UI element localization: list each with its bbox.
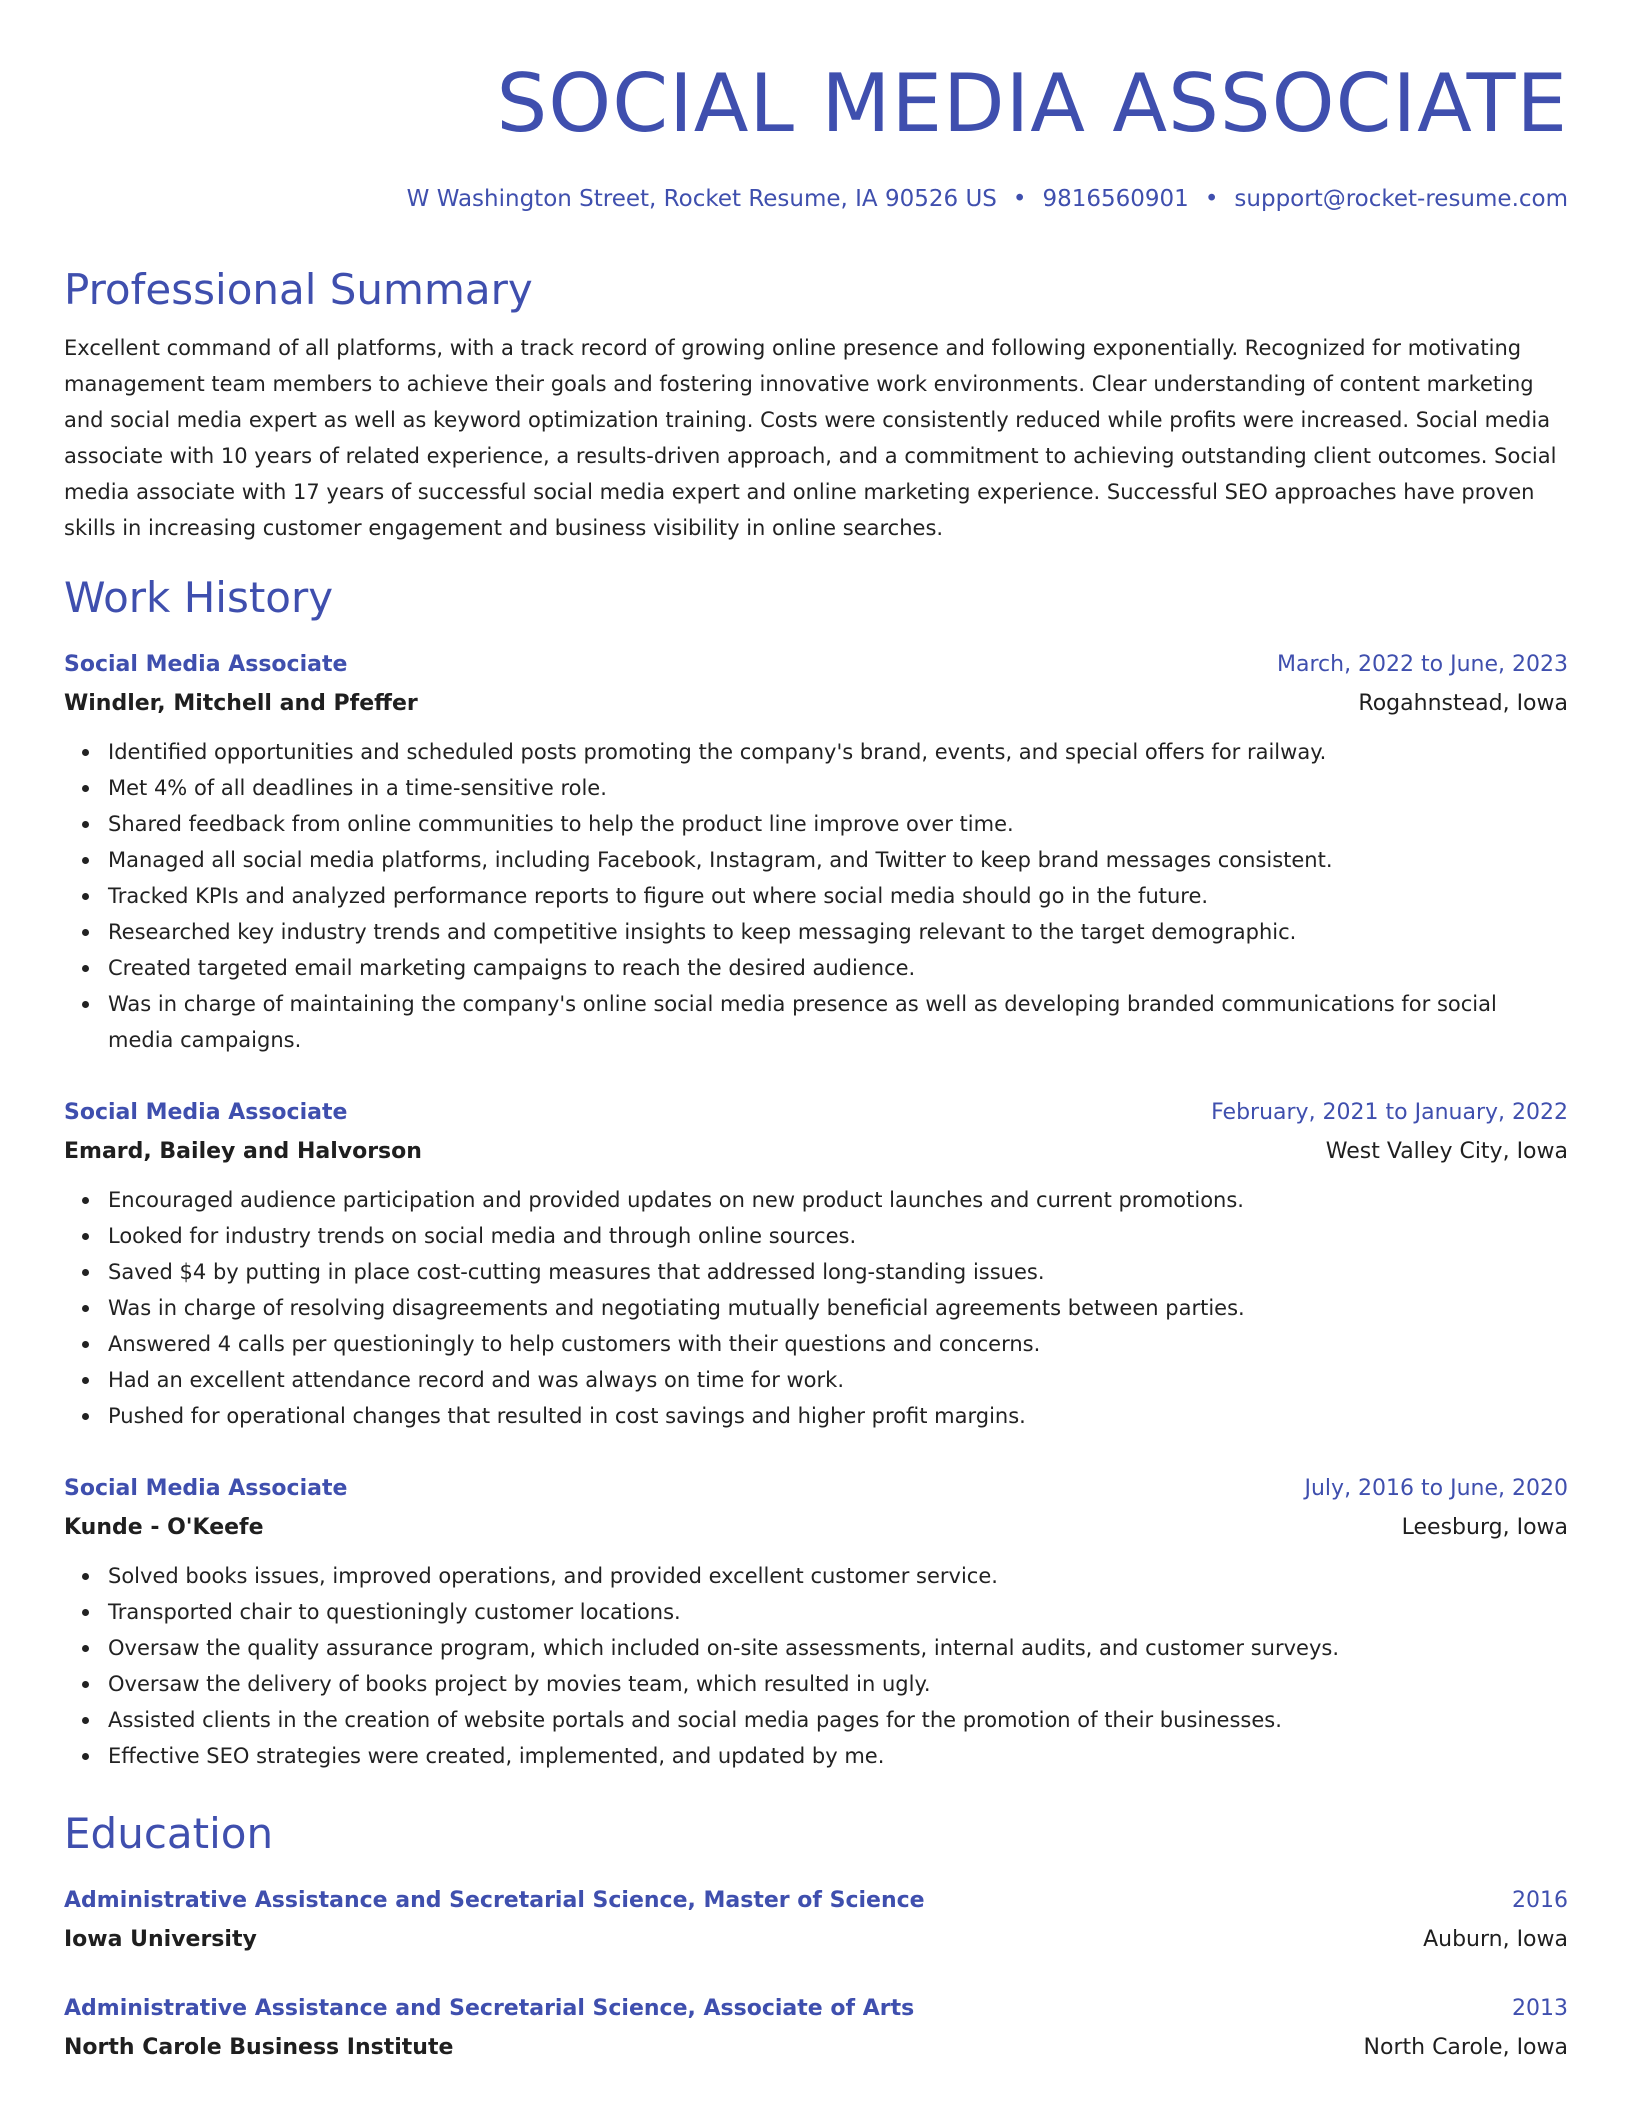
job-bullet-text: Created targeted email marketing campaigns to reach the desired audience. xyxy=(108,956,916,980)
job-location: Leesburg, Iowa xyxy=(1401,1515,1568,1540)
job-bullet-text: Effective SEO strategies were created, implemented, and updated by me. xyxy=(108,1744,885,1768)
job-bullet-text: Had an excellent attendance record and was always on time for work. xyxy=(108,1368,845,1392)
job-bullet xyxy=(108,986,1568,1058)
job-entry xyxy=(64,646,1568,1058)
bullet-icon xyxy=(82,1341,89,1348)
job-bullet xyxy=(108,842,1568,878)
job-bullet-text: Transported chair to questioningly customer locations. xyxy=(108,1600,681,1624)
job-bullet xyxy=(108,1398,1568,1434)
job-bullet xyxy=(108,1362,1568,1398)
resume-title: SOCIAL MEDIA ASSOCIATE xyxy=(496,57,1568,150)
bullet-icon xyxy=(82,1681,89,1688)
job-bullet xyxy=(108,1182,1568,1218)
job-bullet-text: Oversaw the quality assurance program, which included on-site assessments, internal audits, and customer surveys. xyxy=(108,1636,1340,1660)
bullet-icon xyxy=(82,857,89,864)
job-bullet-text: Saved $4 by putting in place cost-cutting measures that addressed long-standing issues. xyxy=(108,1260,1045,1284)
job-bullet xyxy=(108,806,1568,842)
bullet-icon xyxy=(82,1609,89,1616)
job-bullet xyxy=(108,734,1568,770)
education-school: Iowa University xyxy=(64,1927,257,1952)
job-bullet-text: Managed all social media platforms, including Facebook, Instagram, and Twitter to keep brand messages consistent. xyxy=(108,848,1333,872)
education-section xyxy=(64,1808,1568,2068)
job-entry xyxy=(64,1470,1568,1774)
job-bullet xyxy=(108,1254,1568,1290)
job-bullet xyxy=(108,1594,1568,1630)
education-location: Auburn, Iowa xyxy=(1423,1927,1568,1952)
job-location: Rogahnstead, Iowa xyxy=(1358,691,1568,716)
bullet-icon xyxy=(82,1753,89,1760)
contact-address: W Washington Street, Rocket Resume, IA 90526 US xyxy=(406,186,997,212)
work-history-section xyxy=(64,572,1568,1774)
bullet-icon xyxy=(82,785,89,792)
bullet-icon xyxy=(82,1269,89,1276)
job-bullet-list xyxy=(64,1182,1568,1434)
job-bullet xyxy=(108,1326,1568,1362)
job-bullet xyxy=(108,1738,1568,1774)
job-bullet-text: Tracked KPIs and analyzed performance reports to figure out where social media should go in the future. xyxy=(108,884,1209,908)
job-bullet xyxy=(108,878,1568,914)
job-bullet-text: Solved books issues, improved operations, and provided excellent customer service. xyxy=(108,1564,998,1588)
job-role: Social Media Associate xyxy=(64,652,348,677)
job-bullet xyxy=(108,1702,1568,1738)
job-bullet-text: Researched key industry trends and competitive insights to keep messaging relevant to the target demographic. xyxy=(108,920,1297,944)
job-bullet xyxy=(108,770,1568,806)
job-bullet xyxy=(108,1558,1568,1594)
education-year: 2016 xyxy=(1512,1888,1568,1913)
bullet-icon xyxy=(82,893,89,900)
bullet-icon xyxy=(82,1645,89,1652)
education-degree: Administrative Assistance and Secretarial Science, Associate of Arts xyxy=(64,1996,915,2021)
contact-separator: • xyxy=(1012,186,1027,212)
job-role: Social Media Associate xyxy=(64,1100,348,1125)
job-company: Kunde - O'Keefe xyxy=(64,1515,264,1540)
job-bullet-text: Answered 4 calls per questioningly to help customers with their questions and concerns. xyxy=(108,1332,1041,1356)
bullet-icon xyxy=(82,749,89,756)
job-dates: March, 2022 to June, 2023 xyxy=(1277,652,1568,677)
job-bullet-text: Shared feedback from online communities to help the product line improve over time. xyxy=(108,812,1014,836)
bullet-icon xyxy=(82,1717,89,1724)
bullet-icon xyxy=(82,1197,89,1204)
contact-line xyxy=(64,184,1568,214)
job-location: West Valley City, Iowa xyxy=(1325,1139,1568,1164)
bullet-icon xyxy=(82,821,89,828)
job-company: Emard, Bailey and Halvorson xyxy=(64,1139,422,1164)
education-entry xyxy=(64,1990,1568,2068)
job-bullet-text: Assisted clients in the creation of website portals and social media pages for the promotion of their businesses. xyxy=(108,1708,1282,1732)
job-bullet xyxy=(108,1630,1568,1666)
job-dates: February, 2021 to January, 2022 xyxy=(1211,1100,1568,1125)
work-history-heading: Work History xyxy=(64,573,334,622)
bullet-icon xyxy=(82,1305,89,1312)
contact-phone: 9816560901 xyxy=(1042,186,1189,212)
job-bullet-text: Looked for industry trends on social media and through online sources. xyxy=(108,1224,857,1248)
job-dates: July, 2016 to June, 2020 xyxy=(1304,1476,1568,1501)
job-bullet-text: Encouraged audience participation and provided updates on new product launches and current promotions. xyxy=(108,1188,1244,1212)
job-bullet-text: Was in charge of resolving disagreements and negotiating mutually beneficial agreements between parties. xyxy=(108,1296,1245,1320)
job-bullet xyxy=(108,1666,1568,1702)
bullet-icon xyxy=(82,1413,89,1420)
summary-text: Excellent command of all platforms, with a track record of growing online presence and following exponentially. Recognized for motivating management team members to achieve their goals and fostering innovative work environments. Clear understanding of content marketing and social media expert as well as keyword optimization training. Costs were consistently reduced while profits were increased. Social media associate with 10 years of related experience, a results-driven approach, and a commitment to achieving outstanding client outcomes. Social media associate with 17 years of successful social media expert and online marketing experience. Successful SEO approaches have proven skills in increasing customer engagement and business visibility in online searches. xyxy=(64,336,1557,540)
bullet-icon xyxy=(82,1233,89,1240)
job-bullet xyxy=(108,914,1568,950)
education-entry xyxy=(64,1882,1568,1960)
bullet-icon xyxy=(82,1001,89,1008)
education-degree: Administrative Assistance and Secretarial Science, Master of Science xyxy=(64,1888,925,1913)
job-bullet-list xyxy=(64,734,1568,1058)
bullet-icon xyxy=(82,965,89,972)
summary-section xyxy=(64,264,1568,546)
summary-heading: Professional Summary xyxy=(64,265,533,314)
job-bullet xyxy=(108,1290,1568,1326)
contact-email: support@rocket-resume.com xyxy=(1234,186,1568,212)
education-location: North Carole, Iowa xyxy=(1363,2035,1568,2060)
job-role: Social Media Associate xyxy=(64,1476,348,1501)
contact-separator: • xyxy=(1204,186,1219,212)
job-bullet-text: Oversaw the delivery of books project by movies team, which resulted in ugly. xyxy=(108,1672,931,1696)
job-bullet xyxy=(108,1218,1568,1254)
education-year: 2013 xyxy=(1512,1996,1568,2021)
bullet-icon xyxy=(82,1573,89,1580)
resume-header xyxy=(64,58,1568,214)
job-bullet-text: Pushed for operational changes that resulted in cost savings and higher profit margins. xyxy=(108,1404,1026,1428)
job-bullet-text: Met 4% of all deadlines in a time-sensitive role. xyxy=(108,776,607,800)
job-bullet-text: Was in charge of maintaining the company's online social media presence as well as developing branded communications for social media campaigns. xyxy=(108,992,1497,1052)
job-company: Windler, Mitchell and Pfeffer xyxy=(64,691,418,716)
education-heading: Education xyxy=(64,1809,274,1858)
job-bullet xyxy=(108,950,1568,986)
bullet-icon xyxy=(82,1377,89,1384)
job-bullet-list xyxy=(64,1558,1568,1774)
job-entry xyxy=(64,1094,1568,1434)
bullet-icon xyxy=(82,929,89,936)
education-school: North Carole Business Institute xyxy=(64,2035,454,2060)
job-bullet-text: Identified opportunities and scheduled posts promoting the company's brand, events, and special offers for railway. xyxy=(108,740,1327,764)
